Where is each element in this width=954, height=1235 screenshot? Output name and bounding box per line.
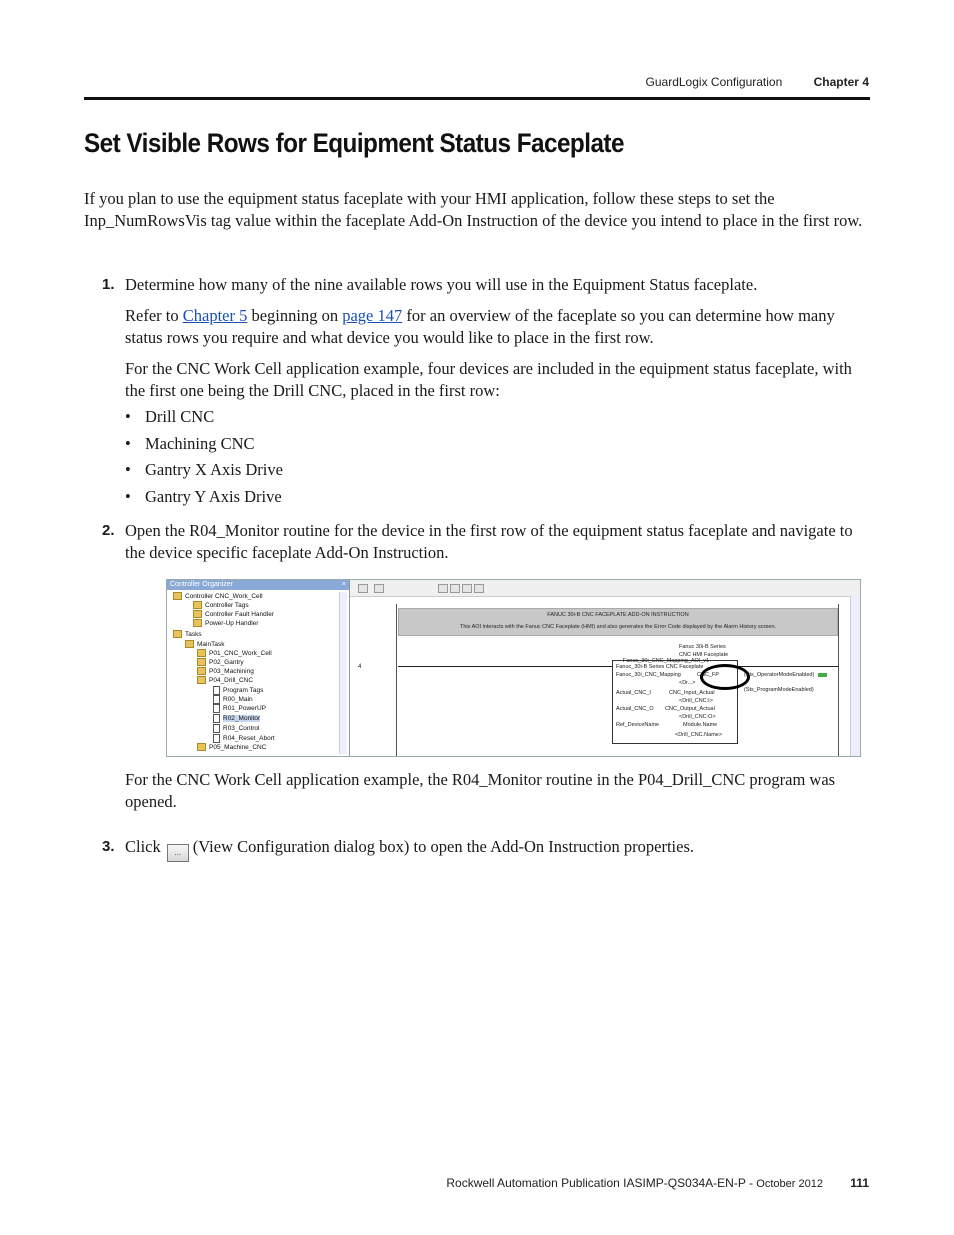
- footer-date: October 2012: [756, 1178, 823, 1190]
- tree-node[interactable]: Controller Fault Handler: [193, 610, 274, 619]
- page-147-link[interactable]: page 147: [342, 306, 403, 325]
- header-rule: [84, 97, 870, 100]
- controller-organizer: [167, 580, 350, 756]
- figure-caption-paragraph: For the CNC Work Cell application example, the R04_Monitor routine in the P04_Drill_CNC program was opened.: [125, 770, 836, 811]
- toolbar-icon[interactable]: [474, 584, 484, 593]
- refer-pre: Refer to: [125, 306, 179, 325]
- chapter-5-link[interactable]: Chapter 5: [182, 306, 248, 325]
- tree-node[interactable]: Program Tags: [213, 686, 263, 695]
- aoi-value: CNC_Input_Actual: [669, 690, 715, 696]
- toolbar-icon[interactable]: [450, 584, 460, 593]
- step-number: 3.: [102, 838, 115, 855]
- step-1: [84, 274, 870, 296]
- step-text-pre: Click: [125, 837, 161, 856]
- example-paragraph: For the CNC Work Cell application example, four devices are included in the equipment status faceplate, with the first one being the Drill CNC, placed in the first row:: [125, 359, 852, 400]
- ladder-editor: [350, 580, 860, 756]
- toolbar-icon[interactable]: [462, 584, 472, 593]
- tree-node[interactable]: Power-Up Handler: [193, 619, 258, 628]
- aoi-param: Actual_CNC_I: [616, 690, 651, 696]
- tree-node[interactable]: Tasks: [173, 630, 202, 639]
- header-chapter: Chapter 4: [813, 75, 869, 89]
- aoi-value: <Drill_CNC:O>: [679, 714, 716, 720]
- tree-node[interactable]: R03_Control: [213, 724, 260, 733]
- right-power-rail: [838, 604, 839, 756]
- aoi-value: CNC_Output_Actual: [665, 706, 715, 712]
- ladder-scrollbar[interactable]: [850, 596, 860, 756]
- tree-node[interactable]: P02_Gantry: [197, 658, 244, 667]
- footer-publication: Rockwell Automation Publication IASIMP-QS034A-EN-P -: [446, 1176, 757, 1190]
- device-list: [125, 406, 283, 512]
- organizer-title: Controller Organizer: [170, 581, 234, 588]
- running-header: [646, 75, 869, 89]
- tree-node[interactable]: R00_Main: [213, 695, 253, 704]
- tree-node-selected[interactable]: R02_Monitor: [213, 714, 260, 723]
- rslogix-screenshot: [166, 579, 861, 757]
- close-icon[interactable]: ×: [341, 581, 346, 588]
- header-section: GuardLogix Configuration: [645, 75, 783, 89]
- aoi-value: CNC_FP: [697, 672, 720, 678]
- aoi-desc: Fanuc_30i-B Series CNC Faceplate: [616, 664, 704, 670]
- organizer-titlebar: [167, 580, 349, 590]
- tree-node[interactable]: MainTask: [185, 640, 224, 649]
- aoi-param: Ref_DeviceName: [616, 722, 660, 728]
- tree-node[interactable]: R01_PowerUP: [213, 704, 266, 713]
- output-coil-operator: (Sts_OperatorModeEnabled): [744, 672, 815, 678]
- list-item: • Machining CNC: [125, 433, 255, 453]
- step-text: Open the R04_Monitor routine for the device in the first row of the equipment status faceplate and navigate to the device specific faceplate Add-On Instruction.: [125, 521, 853, 562]
- output-coil-program: (Sts_ProgramModeEnabled): [744, 687, 814, 693]
- list-item: • Gantry X Axis Drive: [125, 460, 283, 479]
- tree-node[interactable]: P05_Machine_CNC: [197, 743, 266, 752]
- rung-number: 4: [358, 664, 362, 670]
- aoi-name: Fanuc_30i_CNC_Mapping_AOI_v1: [623, 658, 710, 664]
- aoi-value: <Drill_CNC.Name>: [675, 732, 723, 738]
- refer-post: for an overview of the faceplate so you can determine how many status rows you require and what device you would like to place in the first row.: [125, 306, 835, 347]
- toolbar-icon[interactable]: [358, 584, 368, 593]
- refer-paragraph: [125, 305, 870, 349]
- tree-node[interactable]: Controller Tags: [193, 601, 249, 610]
- status-indicator: [818, 673, 827, 677]
- refer-mid: beginning on: [251, 306, 339, 325]
- ladder-toolbar: [350, 580, 860, 597]
- aoi-param: Actual_CNC_O: [616, 706, 654, 712]
- list-item: • Gantry Y Axis Drive: [125, 486, 282, 506]
- aoi-head2: CNC HMI Faceplate: [679, 652, 729, 658]
- toolbar-icon[interactable]: [374, 584, 384, 593]
- tree-node[interactable]: P04_Drill_CNC: [197, 676, 253, 685]
- tree-node[interactable]: R04_Reset_Abort: [213, 734, 275, 743]
- step-text: Determine how many of the nine available rows you will use in the Equipment Status faceplate.: [125, 275, 758, 294]
- aoi-value: <Drill_CNC:I>: [679, 698, 713, 704]
- step-number: 1.: [102, 276, 115, 293]
- step-3: [84, 836, 870, 862]
- rung-comment-title: FANUC 30i-B CNC FACEPLATE ADD-ON INSTRUCTION: [547, 612, 689, 618]
- step-number: 2.: [102, 522, 115, 539]
- rung-comment: [398, 608, 838, 636]
- step-2: [84, 520, 870, 564]
- intro-paragraph: If you plan to use the equipment status faceplate with your HMI application, follow these steps to set the Inp_NumRowsVis tag value within the faceplate Add-On Instruction of the device you intend to place in the first row.: [84, 189, 863, 230]
- tree-scrollbar[interactable]: [339, 592, 347, 754]
- list-item: • Drill CNC: [125, 407, 215, 426]
- aoi-value: <Dr...>: [679, 680, 696, 686]
- toolbar-icon[interactable]: [438, 584, 448, 593]
- view-configuration-button-icon: ...: [167, 844, 189, 862]
- tree-node[interactable]: P03_Machining: [197, 667, 254, 676]
- rung-comment-text: This AOI interacts with the Fanuc CNC Faceplate (HMI) and also generates the Error Code displayed by the Alarm History screen.: [459, 624, 777, 630]
- aoi-head1: Fanuc 30i-B Series: [679, 644, 726, 650]
- page-footer: [446, 1176, 869, 1190]
- aoi-value: Module.Name: [683, 722, 718, 728]
- page-title: Set Visible Rows for Equipment Status Faceplate: [84, 128, 624, 158]
- aoi-param: Fanuc_30i_CNC_Mapping: [616, 672, 681, 678]
- highlight-circle: [700, 664, 750, 690]
- tree-node[interactable]: P01_CNC_Work_Cell: [197, 649, 272, 658]
- left-power-rail: [396, 604, 397, 756]
- step-text-post: (View Configuration dialog box) to open the Add-On Instruction properties.: [192, 837, 694, 856]
- tree-node[interactable]: Controller CNC_Work_Cell: [173, 592, 263, 601]
- page-number: 111: [850, 1176, 869, 1190]
